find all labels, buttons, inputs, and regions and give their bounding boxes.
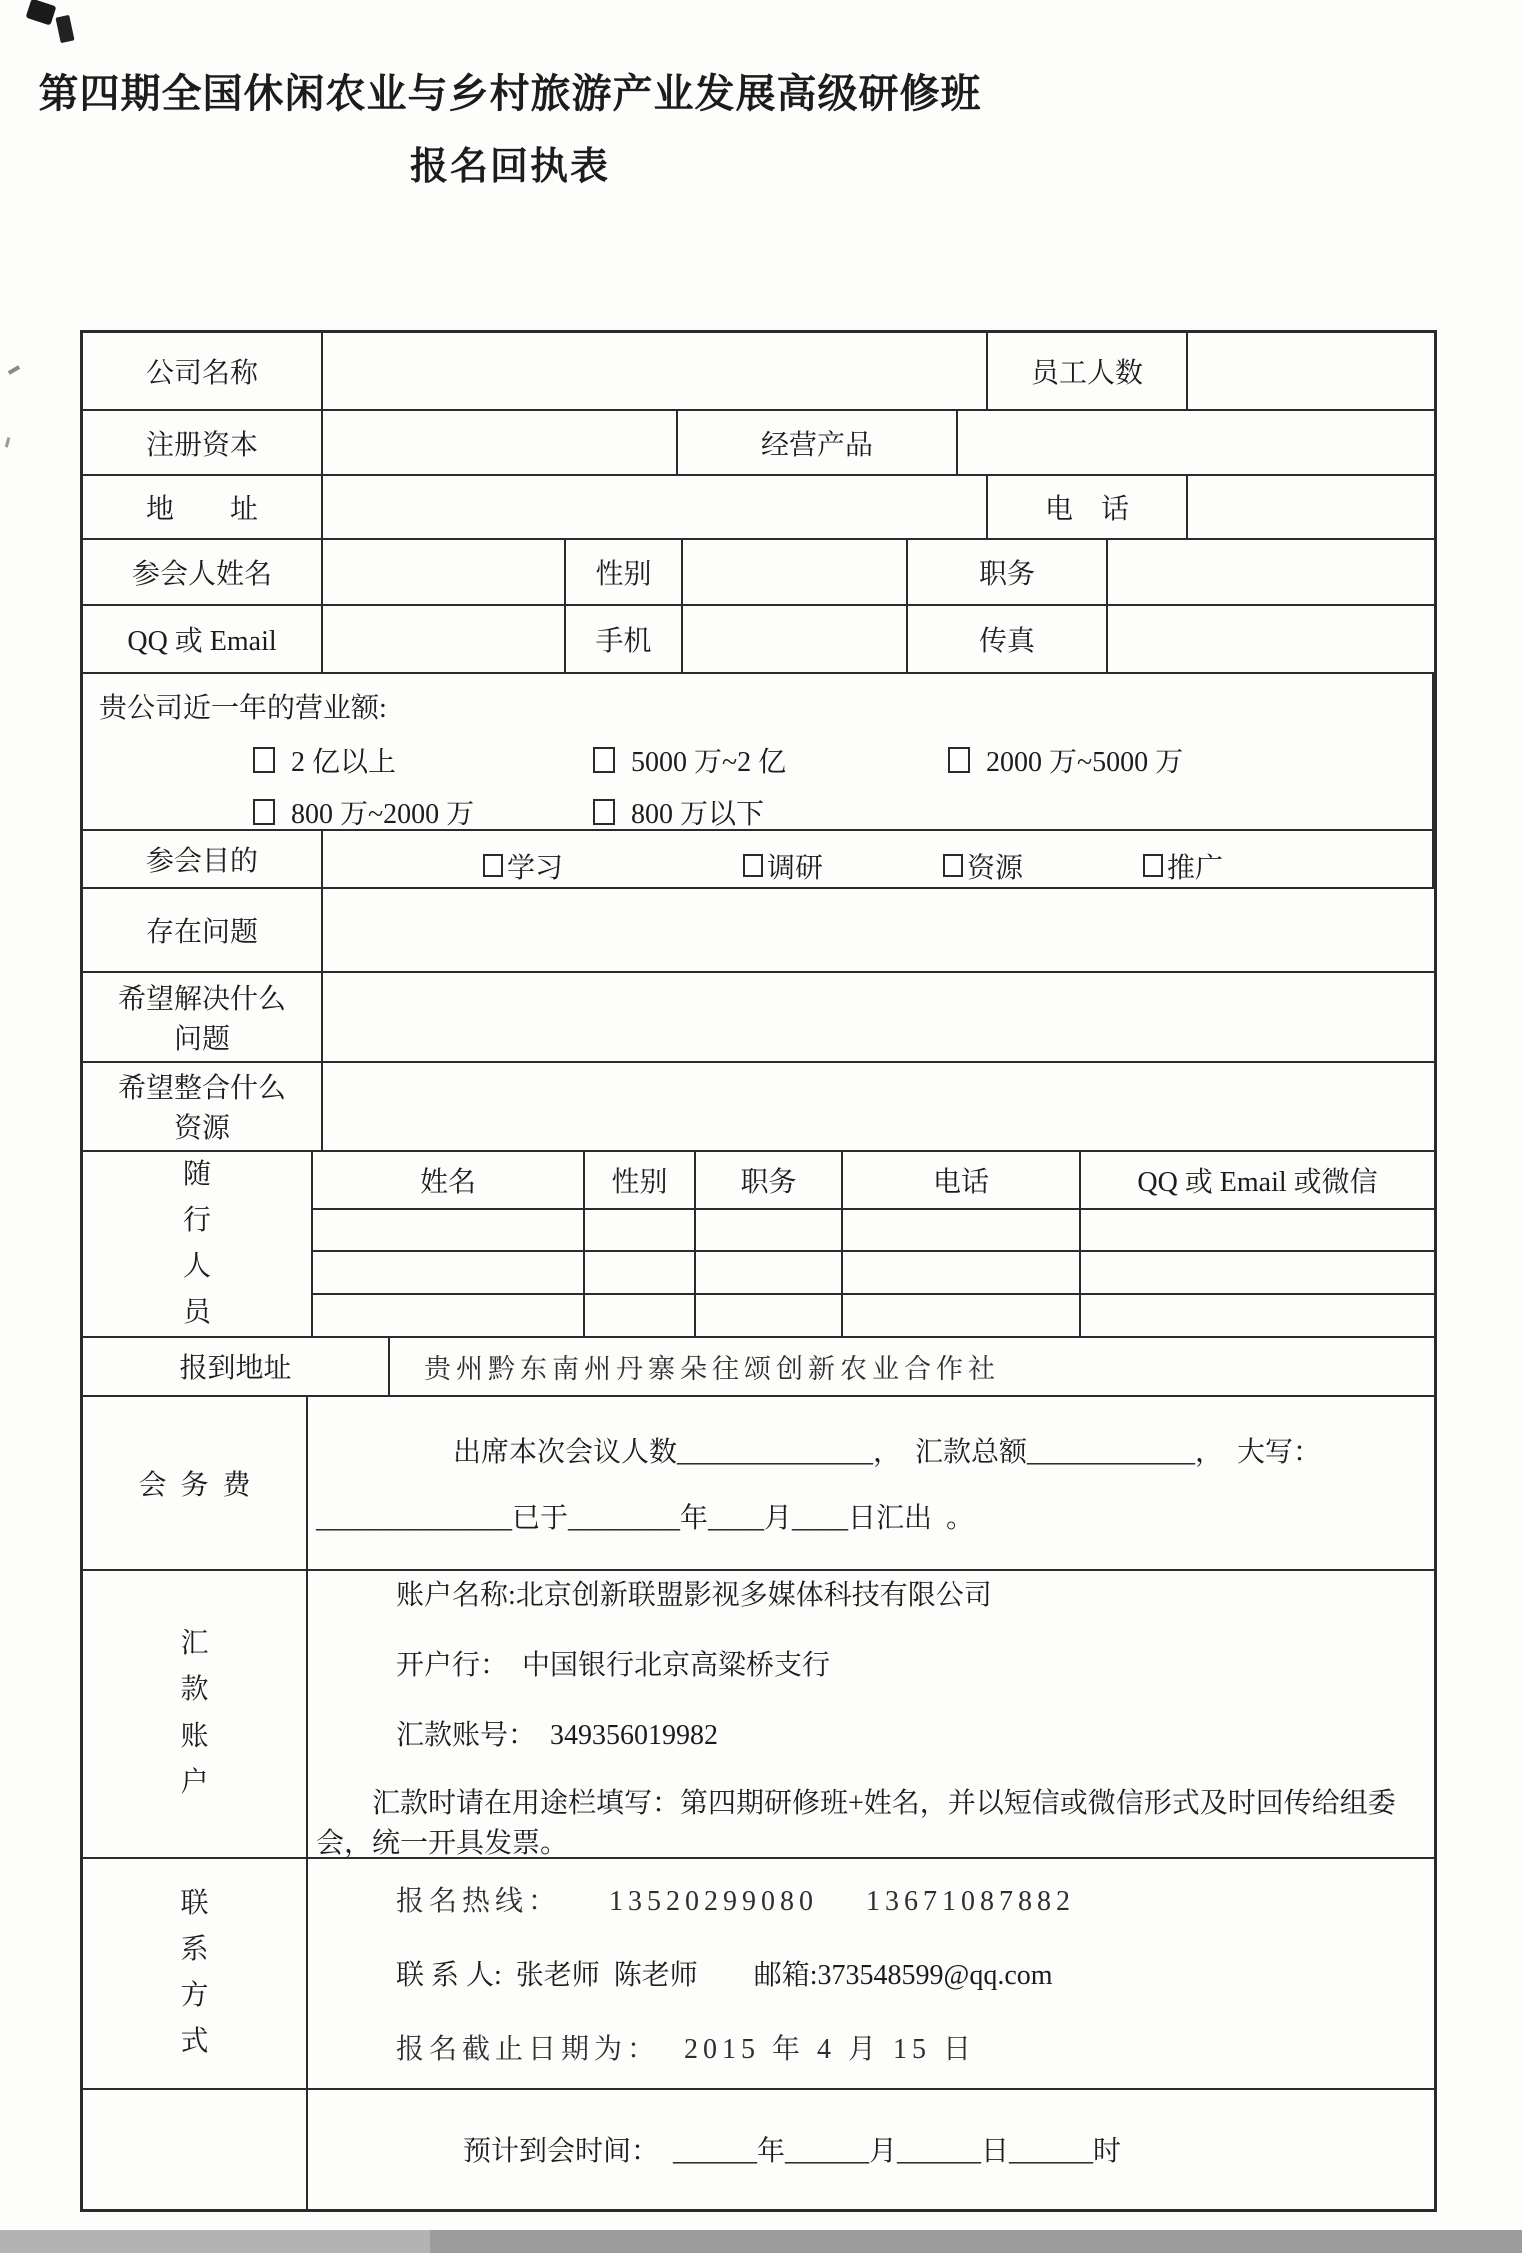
row-integrate [83,1063,1434,1152]
purpose-option-4 [1143,846,1223,886]
revenue-option-5 [593,792,764,832]
checkbox-icon[interactable] [948,747,970,773]
companion-row-2 [313,1252,1434,1295]
revenue-question-label: 贵公司近一年的营业额: [99,692,387,724]
account-name-line: 账户名称:北京创新联盟影视多媒体科技有限公司 [396,1579,992,1611]
companion-phone-field[interactable] [843,1252,1081,1293]
attendee-name-field[interactable] [323,540,566,604]
purpose-option-1 [483,846,563,886]
revenue-option-2 [593,740,786,780]
companion-phone-field[interactable] [843,1295,1081,1336]
scan-artifact [26,0,57,26]
row-companions [83,1152,1434,1338]
phone-field[interactable] [1188,476,1434,538]
attendee-name-label: 参会人姓名 [83,540,323,604]
staff-count-field[interactable] [1188,333,1434,409]
registered-capital-label: 注册资本 [83,411,323,475]
account-bank-line: 开户行： 中国银行北京高粱桥支行 [396,1649,831,1681]
revenue-option-label: 800 万以下 [631,798,765,830]
staff-count-label: 员工人数 [988,333,1188,409]
companion-title-field[interactable] [696,1252,843,1293]
checkbox-icon[interactable] [593,747,615,773]
revenue-option-1 [253,740,396,780]
row-solve [83,973,1434,1063]
companion-gender-field[interactable] [585,1295,696,1336]
revenue-option-label: 2 亿以上 [291,746,397,778]
registration-form-table [80,330,1437,2212]
contact-person-line: 联 系 人: 张老师 陈老师 邮箱:373548599@qq.com [396,1960,1053,1992]
scan-edge-bar [430,2230,1522,2253]
job-title-label: 职务 [908,540,1108,604]
title-line-2: 报名回执表 [409,146,610,188]
companion-qq-field[interactable] [1081,1252,1434,1293]
fee-line-1[interactable]: 出席本次会议人数______________， 汇款总额____________， 大写： [453,1436,1322,1468]
qq-email-label: QQ 或 Email [83,606,323,672]
companions-label: 随行人员 [83,1152,313,1336]
solve-label: 希望解决什么问题 [83,973,323,1061]
integrate-field[interactable] [323,1063,1434,1150]
contact-label: 联系方式 [83,1859,308,2088]
companion-col-name: 姓名 [313,1152,585,1208]
registered-capital-field[interactable] [323,411,678,475]
checkbox-icon[interactable] [253,747,275,773]
purpose-option-label: 学习 [507,852,564,884]
products-label: 经营产品 [678,411,958,475]
companion-col-gender: 性别 [585,1152,696,1208]
fax-field[interactable] [1108,606,1434,672]
companion-row-3 [313,1295,1434,1336]
qq-email-field[interactable] [323,606,566,672]
job-title-field[interactable] [1108,540,1434,604]
companion-col-phone: 电话 [843,1152,1081,1208]
row-checkin [83,1338,1434,1398]
companion-row-1 [313,1210,1434,1253]
companion-phone-field[interactable] [843,1210,1081,1251]
row-purpose [83,831,1434,889]
checkbox-icon[interactable] [593,799,615,825]
account-note-line: 汇款时请在用途栏填写：第四期研修班+姓名，并以短信或微信形式及时回传给组委会，统一开具发票。 [316,1787,1396,1857]
problems-label: 存在问题 [83,889,323,972]
scan-artifact [55,15,74,43]
row-problems [83,889,1434,974]
gender-label: 性别 [566,540,683,604]
purpose-option-label: 调研 [767,852,824,884]
fax-label: 传真 [908,606,1108,672]
companion-col-title: 职务 [696,1152,843,1208]
checkbox-icon[interactable] [253,799,275,825]
mobile-field[interactable] [683,606,908,672]
companion-title-field[interactable] [696,1210,843,1251]
arrival-time-line[interactable]: 预计到会时间： ______年______月______日______时 [463,2136,1122,2168]
companion-name-field[interactable] [313,1295,585,1336]
purpose-label: 参会目的 [83,831,323,887]
address-label: 地 址 [83,476,323,538]
companion-qq-field[interactable] [1081,1295,1434,1336]
integrate-label: 希望整合什么资源 [83,1063,323,1150]
company-name-field[interactable] [323,333,988,409]
scan-artifact [5,437,15,449]
row-attendee [83,540,1434,606]
row-company [83,333,1434,411]
contact-cell [308,1859,1434,2088]
companion-col-qq: QQ 或 Email 或微信 [1137,1166,1378,1198]
purpose-option-3 [943,846,1023,886]
fee-label: 会 务 费 [83,1397,308,1568]
row-contact [83,1859,1434,2090]
companion-name-field[interactable] [313,1210,585,1251]
revenue-option-label: 5000 万~2 亿 [631,746,787,778]
revenue-option-label: 2000 万~5000 万 [986,746,1184,778]
products-field[interactable] [958,411,1434,475]
row-account [83,1571,1434,1859]
checkin-address-label: 报到地址 [83,1338,390,1396]
revenue-option-label: 800 万~2000 万 [291,798,475,830]
checkin-address-value: 贵州黔东南州丹寨朵往颂创新农业合作社 [424,1353,1000,1384]
fee-cell [308,1397,1434,1568]
fee-line-2[interactable]: ______________已于________年____月____日汇出 。 [316,1502,975,1534]
checkbox-icon[interactable] [1143,854,1163,877]
company-name-label: 公司名称 [83,333,323,409]
account-cell [308,1571,1434,1857]
row-fee [83,1397,1434,1570]
checkbox-icon[interactable] [943,854,963,877]
checkbox-icon[interactable] [743,854,763,877]
companion-name-field[interactable] [313,1252,585,1293]
companion-title-field[interactable] [696,1295,843,1336]
arrival-empty-cell [83,2090,308,2209]
account-number-line: 汇款账号： 349356019982 [396,1719,719,1751]
row-capital [83,411,1434,477]
purpose-option-label: 资源 [967,852,1024,884]
purpose-option-2 [743,846,823,886]
companions-header-row [313,1152,1434,1210]
companion-qq-field[interactable] [1081,1210,1434,1251]
solve-field[interactable] [323,973,1434,1061]
scan-artifact [8,365,20,374]
account-label: 汇款账户 [83,1571,308,1857]
checkbox-icon[interactable] [483,854,503,877]
document-title [0,62,1020,190]
row-qq-email [83,606,1434,674]
address-field[interactable] [323,476,988,538]
row-address [83,476,1434,540]
revenue-option-4 [253,792,474,832]
phone-label: 电 话 [988,476,1188,538]
problems-field[interactable] [323,889,1434,972]
gender-field[interactable] [683,540,908,604]
revenue-option-3 [948,740,1183,780]
contact-deadline-line: 报名截止日期为： 2015 年 4 月 15 日 [396,2034,977,2066]
row-revenue [83,674,1434,831]
purpose-option-label: 推广 [1167,852,1224,884]
companion-gender-field[interactable] [585,1252,696,1293]
companion-gender-field[interactable] [585,1210,696,1251]
companions-table [313,1152,1434,1336]
contact-hotline-line: 报名热线： 13520299080 13671087882 [396,1886,1076,1918]
mobile-label: 手机 [566,606,683,672]
row-arrival [83,2090,1434,2209]
title-line-1: 第四期全国休闲农业与乡村旅游产业发展高级研修班 [38,71,982,116]
